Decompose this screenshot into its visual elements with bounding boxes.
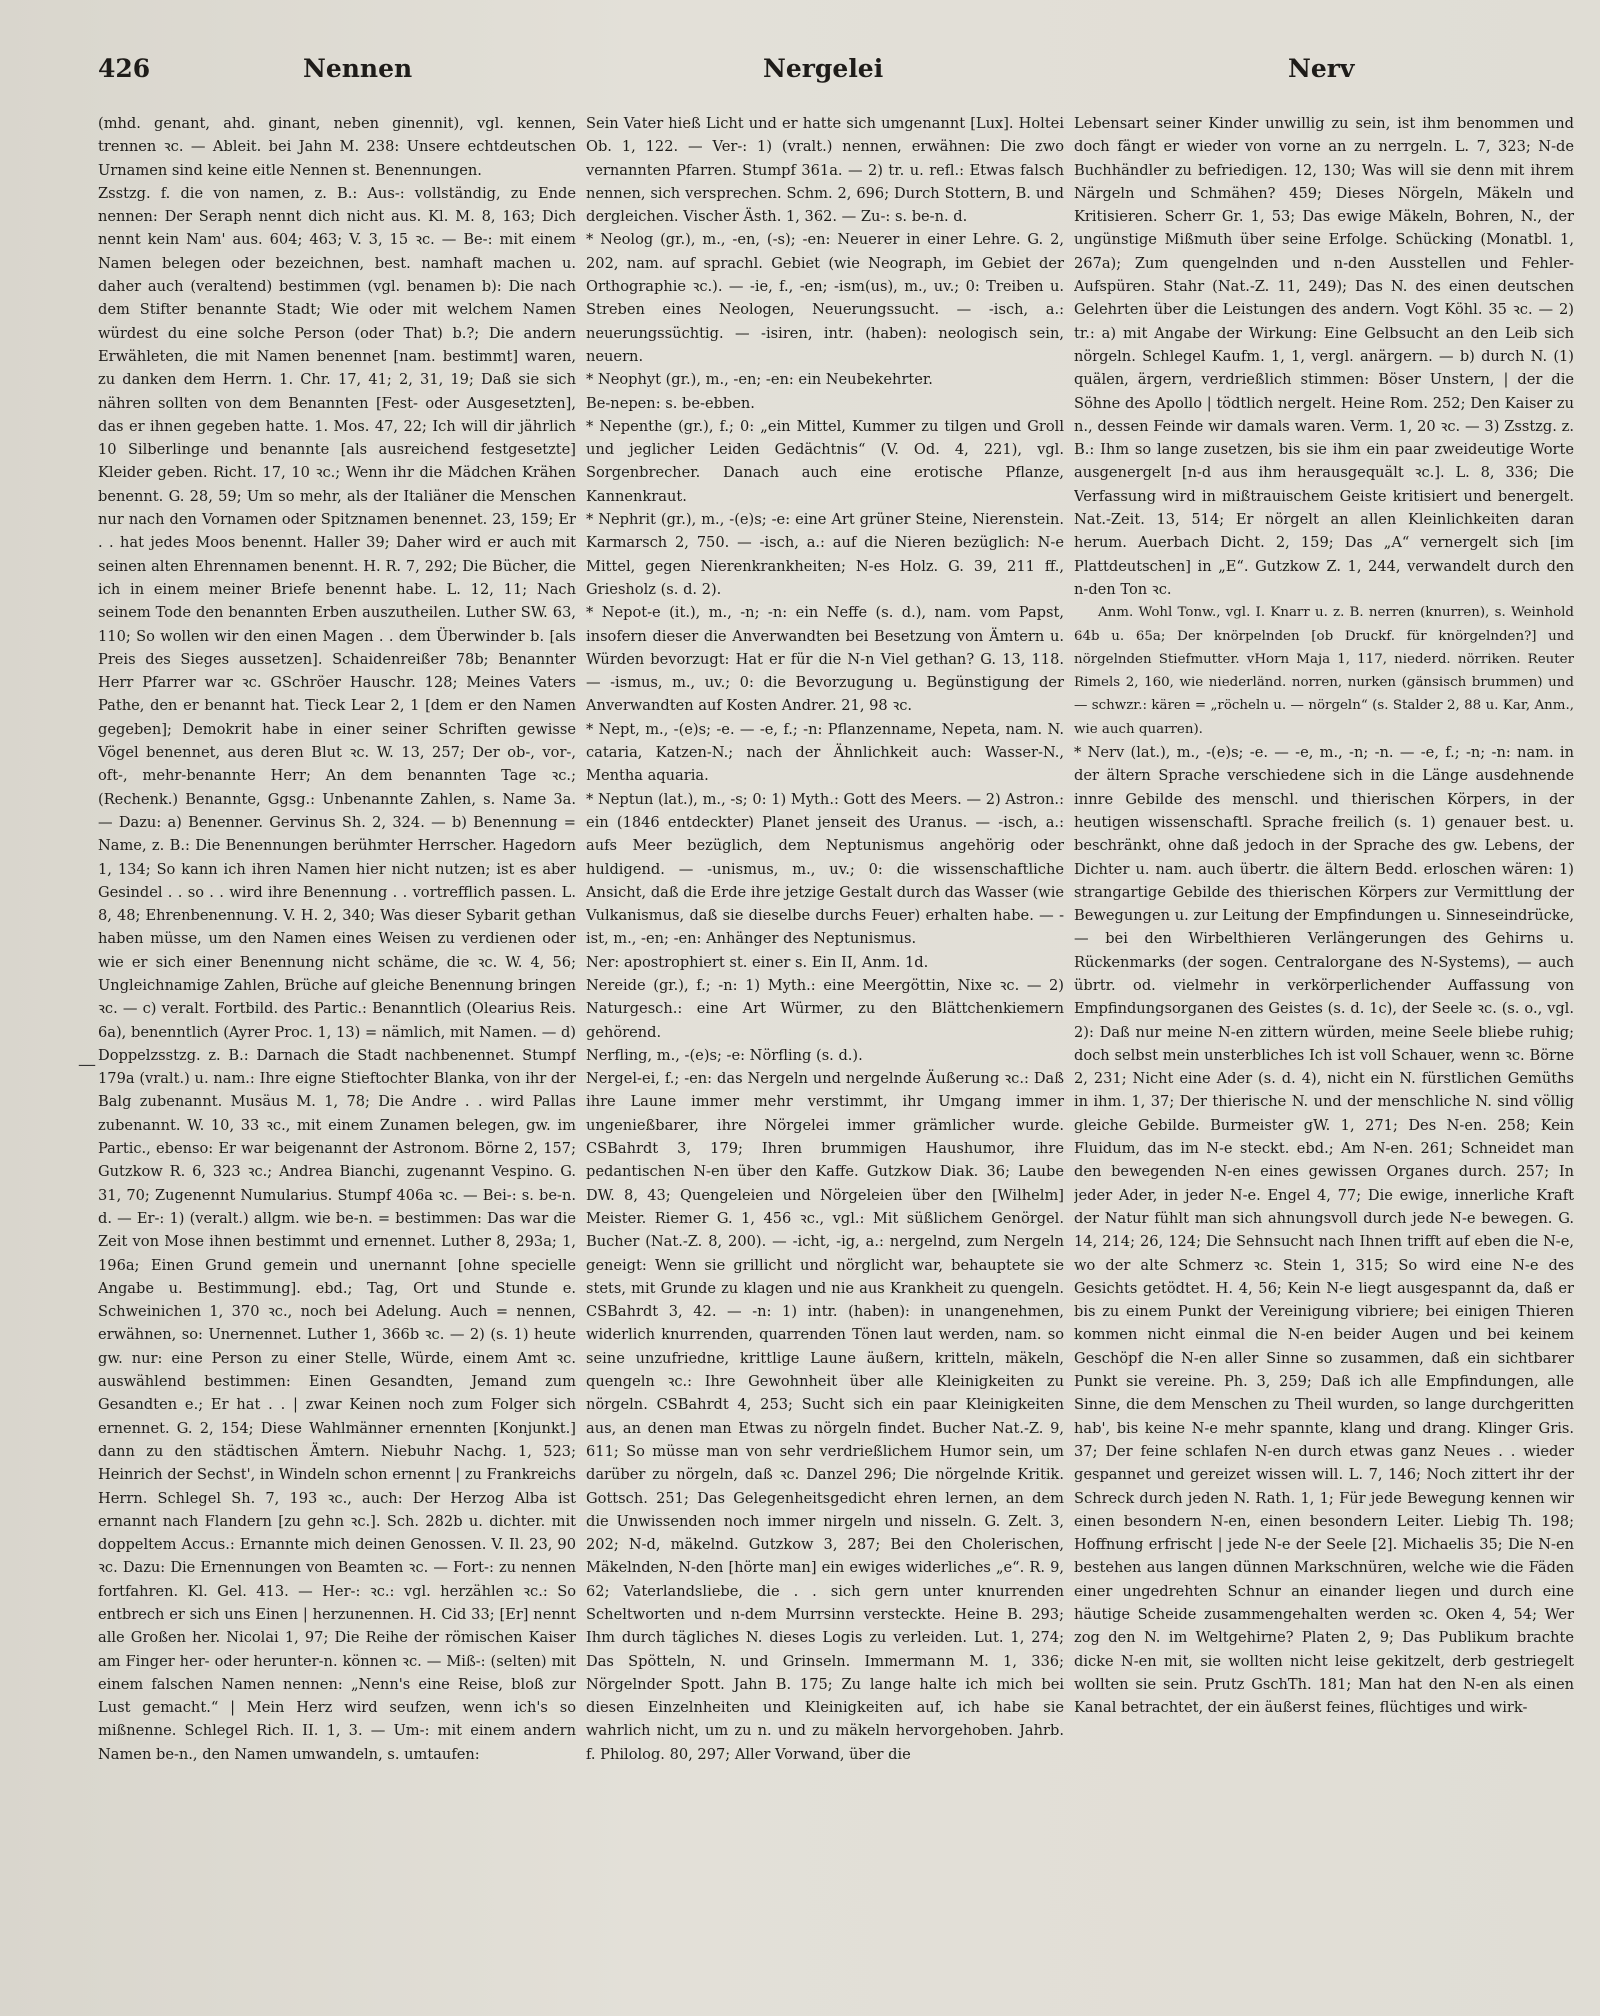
entry-nereide: Nereide (gr.), f.; -n: 1) Myth.: eine Meergöttin, Nixe ꝛc. — 2) Naturgesch.: eine Art Würmer, zu den Blättchenkiemern gehörend.	[586, 976, 1064, 1041]
entry-neophyt: * Neophyt (gr.), m., -en; -en: ein Neubekehrter.	[586, 371, 933, 389]
header-right-word: Nerv	[1288, 54, 1355, 83]
column-2-paragraph: Sein Vater hieß Licht und er hatte sich umgenannt [Lux]. Holtei Ob. 1, 122. — Ver-: 1) (vralt.) nennen, erwähnen: Die zwo vernannten Pfarren. Stumpf 361a. — 2) tr. u. refl.: Etwas falsch nennen, sich versprechen. Schm. 2, 696; Durch Stottern, B. und dergleichen. Vischer Ästh. 1, 362. — Zu-: s. be-n. d.	[586, 115, 1064, 226]
column-3	[1074, 112, 1574, 2002]
entry-nepote: * Nepot-e (it.), m., -n; -n: ein Neffe (s. d.), nam. vom Papst, insofern dieser die Anverwandten bei Besetzung von Ämtern u. Würden bevorzugt: Hat er für die N-n Viel gethan? G. 13, 118. — -ismus, m., uv.; 0: die Bevorzugung u. Begünstigung der Anverwandten auf Kosten Andrer. 21, 98 ꝛc.	[586, 604, 1064, 715]
header-center-word: Nergelei	[763, 54, 884, 83]
entry-nerv: * Nerv (lat.), m., -(e)s; -e. — -e, m., -n; -n. — -e, f.; -n; -n: nam. in der ältern Sprache verschiedene sich in die Länge ausdehnende innre Gebilde des menschl. und thierischen Körpers, in der heutigen wissenschaftl. Sprache freilich (s. 1) genauer best. u. beschränkt, ohne daß jedoch in der Sprache des gw. Lebens, der Dichter u. nam. auch übertr. die ältern Bedd. erloschen wären: 1) strangartige Gebilde des thierischen Körpers zur Vermittlung der Bewegungen u. zur Leitung der Empfindungen u. Sinneseindrücke, — bei den Wirbelthieren Verlängerungen des Gehirns u. Rückenmarks (der sogen. Centralorgane des N-Systems), — auch übrtr. od. vielmehr in verkörperlichender Auffassung von Empfindungsorganen des Geistes (s. d. 1c), der Seele ꝛc. (s. o., vgl. 2): Daß nur meine N-en zittern würden, meine Seele bliebe ruhig; doch selbst mein unsterbliches Ich ist voll Schauer, wenn ꝛc. Börne 2, 231; Nicht eine Ader (s. d. 4), nicht ein N. fürstlichen Gemüths in ihm. 1, 37; Der thierische N. und der menschliche N. sind völlig gleiche Gebilde. Burmeister gW. 1, 271; Des N-en. 258; Kein Fluidum, das im N-e steckt. ebd.; Am N-en. 261; Schneidet man den bewegenden N-en eines gewissen Organes durch. 257; In jeder Ader, in jeder N-e. Engel 4, 77; Die ewige, innerliche Kraft der Natur fühlt man sich ahnungsvoll durch jede N-e bewegen. G. 14, 214; 26, 124; Die Sehnsucht nach Ihnen trifft auf eben die N-e, wo der alte Schmerz ꝛc. Stein 1, 315; So wird eine N-e des Gesichts getödtet. H. 4, 56; Kein N-e liegt ausgespannt da, daß er bis zu einem Punkt der Vereinigung vibriere; bei einigen Thieren kommen nicht einmal die N-en beider Augen und bei keinem Geschöpf die N-en aller Sinne so zusammen, daß ein sichtbarer Punkt sie vereine. Ph. 3, 259; Daß ich alle Empfindungen, alle Sinne, die dem Menschen zu Theil wurden, so lange durchgeritten hab', bis keine N-e mehr spannte, klang und drang. Klinger Gris. 37; Der feine schlafen N-en durch etwas ganz Neues . . wieder gespannet und gereizet wissen will. L. 7, 146; Noch zittert ihr der Schreck durch jeden N. Rath. 1, 1; Für jede Bewegung kennen wir einen besondern N-en, einen besondern Leiter. Liebig Th. 198; Hoffnung erfrischt | jede N-e der Seele [2]. Michaelis 35; Die N-en bestehen aus langen dünnen Markschnüren, welche wie die Fäden einer ungedrehten Schnur an einander liegen und durch eine häutige Scheide zusammengehalten werden ꝛc. Oken 4, 54; Wer zog den N. im Weltgehirne? Platen 2, 9; Das Publikum brachte dicke N-en mit, sie wollten nicht leise gekitzelt, derb gestriegelt wollten sie sein. Prutz GschTh. 181; Man hat den N-en als einen Kanal betrachtet, der ein äußerst feines, flüchtiges und wirk-	[1074, 744, 1574, 1717]
column-1-paragraph: (mhd. genant, ahd. ginant, neben ginennit), vgl. kennen, trennen ꝛc. — Ableit. bei Jahn M. 238: Unsere echtdeutschen Urnamen sind keine eitle Nennen st. Benennungen.	[98, 115, 576, 179]
entry-neolog: * Neolog (gr.), m., -en, (-s); -en: Neuerer in einer Lehre. G. 2, 202, nam. auf sprachl. Gebiet (wie Neograph, im Gebiet der Orthographie ꝛc.). — -ie, f., -en; -ism(us), m., uv.; 0: Treiben u. Streben eines Neologen, Neuerungssucht. — -isch, a.: neuerungssüchtig. — -isiren, intr. (haben): neologisch sein, neuern.	[586, 231, 1064, 365]
page-number: 426	[98, 54, 151, 83]
column-2	[586, 112, 1064, 2002]
page-header	[98, 54, 1570, 94]
entry-nergelei: Nergel-ei, f.; -en: das Nergeln und nergelnde Äußerung ꝛc.: Daß ihre Laune immer mehr verstimmt, ihr Umgang immer ungenießbarer, ihre Nörgelei immer grämlicher wurde. CSBahrdt 3, 179; Ihren brummigen Haushumor, ihre pedantischen N-en über den Kaffe. Gutzkow Diak. 36; Laube DW. 8, 43; Quengeleien und Nörgeleien über den [Wilhelm] Meister. Riemer G. 1, 456 ꝛc., vgl.: Mit süßlichem Genörgel. Bucher (Nat.-Z. 8, 200). — -icht, -ig, a.: nergelnd, zum Nergeln geneigt: Wenn sie grillicht und nörglicht war, behauptete sie stets, mit Grunde zu klagen und nie aus Krankheit zu quengeln. CSBahrdt 3, 42. — -n: 1) intr. (haben): in unangenehmen, widerlich knurrenden, quarrenden Tönen laut werden, nam. so seine unzufriedne, krittlige Laune äußern, kritteln, mäkeln, quengeln ꝛc.: Ihre Gewohnheit über alle Kleinigkeiten zu nörgeln. CSBahrdt 4, 253; Sucht sich ein paar Kleinigkeiten aus, an denen man Etwas zu nörgeln findet. Bucher Nat.-Z. 9, 611; So müsse man von sehr verdrießlichem Humor sein, um darüber zu nörgeln, daß ꝛc. Danzel 296; Die nörgelnde Kritik. Gottsch. 251; Das Gelegenheitsgedicht ehren lernen, an dem die Unwissenden noch immer nirgeln und nisseln. G. Zelt. 3, 202; N-d, mäkelnd. Gutzkow 3, 287; Bei den Cholerischen, Mäkelnden, N-den [hörte man] ein ewiges widerliches „e“. R. 9, 62; Vaterlandsliebe, die . . sich gern unter knurrenden Scheltworten und n-dem Murrsinn versteckte. Heine B. 293; Ihm durch tägliches N. dieses Logis zu verleiden. Lut. 1, 274; Das Spötteln, N. und Grinseln. Immermann M. 1, 336; Nörgelnder Spott. Jahn B. 175; Zu lange halte ich mich bei diesen Einzelnheiten und Kleinigkeiten auf, ich habe sie wahrlich nicht, um zu n. und zu mäkeln hervorgehoben. Jahrb. f. Philolog. 80, 297; Aller Vorwand, über die	[586, 1070, 1064, 1763]
entry-be-nepen: Be-nepen: s. be-ebben.	[586, 394, 755, 412]
column-1-paragraph: Zsstzg. f. die von namen, z. B.: Aus-: vollständig, zu Ende nennen: Der Seraph nennt dich nicht aus. Kl. M. 8, 163; Dich nennt kein Nam' aus. 604; 463; V. 3, 15 ꝛc. — Be-: mit einem Namen belegen oder bezeichnen, best. namhaft machen u. daher auch (veraltend) bestimmen (vgl. benamen b): Die nach dem Stifter benannte Stadt; Wie oder mit welchem Namen würdest du eine solche Person (oder That) b.?; Die andern Erwähleten, die mit Namen benennet [nam. bestimmt] waren, zu danken dem Herrn. 1. Chr. 17, 41; 2, 31, 19; Daß sie sich nähren sollten von dem Benannten [Fest- oder Ausgesetzten], das er ihnen gegeben hatte. 1. Mos. 47, 22; Ich will dir jährlich 10 Silberlinge und benannte [als ausreichend festgesetzte] Kleider geben. Richt. 17, 10 ꝛc.; Wenn ihr die Mädchen Krähen benennt. G. 28, 59; Um so mehr, als der Italiäner die Menschen nur nach den Vornamen oder Spitznamen benennet. 23, 159; Er . . hat jedes Moos benennt. Haller 39; Daher wird er auch mit seinen alten Ehrennamen benennt. H. R. 7, 292; Die Bücher, die ich in einem meiner Briefe benennt habe. L. 12, 11; Nach seinem Tode den benannten Erben auszutheilen. Luther SW. 63, 110; So wollen wir den einen Magen . . dem Überwinder b. [als Preis des Sieges aussetzen]. Schaidenreißer 78b; Benannter Herr Pfarrer war ꝛc. GSchröer Hauschr. 128; Meines Vaters Pathe, den er benannt hat. Tieck Lear 2, 1 [dem er den Namen gegeben]; Demokrit habe in einer seiner Schriften gewisse Vögel benennet, aus deren Blut ꝛc. W. 13, 257; Der ob-, vor-, oft-, mehr-benannte Herr; An dem benannten Tage ꝛc.; (Rechenk.) Benannte, Ggsg.: Unbenannte Zahlen, s. Name 3a. — Dazu: a) Benenner. Gervinus Sh. 2, 324. — b) Benennung = Name, z. B.: Die Benennungen berühmter Herrscher. Hagedorn 1, 134; So kann ich ihren Namen hier nicht nutzen; ist es aber Gesindel . . so . . wird ihre Benennung . . vortrefflich passen. L. 8, 48; Ehrenbenennung. V. H. 2, 340; Was dieser Sybarit gethan haben müsse, um den Namen eines Weisen zu verdienen oder wie er sich einer Benennung nicht schäme, die ꝛc. W. 4, 56; Ungleichnamige Zahlen, Brüche auf gleiche Benennung bringen ꝛc. — c) veralt. Fortbild. des Partic.: Benanntlich (Olearius Reis. 6a), benenntlich (Ayrer Proc. 1, 13) = nämlich, mit Namen. — d) Doppelzsstzg. z. B.: Darnach die Stadt nachbenennet. Stumpf 179a (vralt.) u. nam.: Ihre eigne Stieftochter Blanka, von ihr der Balg zubenannt. Musäus M. 1, 78; Die Andre . . wird Pallas zubenannt. W. 10, 33 ꝛc., mit einem Zunamen belegen, gw. im Partic., ebenso: Er war beigenannt der Astronom. Börne 2, 157; Gutzkow R. 6, 323 ꝛc.; Andrea Bianchi, zugenannt Vespino. G. 31, 70; Zugenennt Numularius. Stumpf 406a ꝛc. — Bei-: s. be-n. d. — Er-: 1) (veralt.) allgm. wie be-n. = bestimmen: Das war die Zeit von Mose ihnen bestimmt und ernennet. Luther 8, 293a; 1, 196a; Einen Grund gemein und unernannt [ohne specielle Angabe u. Bestimmung]. ebd.; Tag, Ort und Stunde e. Schweinichen 1, 370 ꝛc., noch bei Adelung. Auch = nennen, erwähnen, so: Unernennet. Luther 1, 366b ꝛc. — 2) (s. 1) heute gw. nur: eine Person zu einer Stelle, Würde, einem Amt ꝛc. auswählend bestimmen: Einen Gesandten, Jemand zum Gesandten e.; Er hat . . | zwar Keinen noch zum Folger sich ernennet. G. 2, 154; Diese Wahlmänner ernennten [Konjunkt.] dann zu den städtischen Ämtern. Niebuhr Nachg. 1, 523; Heinrich der Sechst', in Windeln schon ernennt | zu Frankreichs Herrn. Schlegel Sh. 7, 193 ꝛc., auch: Der Herzog Alba ist ernannt nach Flandern [zu gehn ꝛc.]. Sch. 282b u. dichter. mit doppeltem Accus.: Ernannte mich deinen Genossen. V. Il. 23, 90 ꝛc. Dazu: Die Ernennungen von Beamten ꝛc. — Fort-: zu nennen fortfahren. Kl. Gel. 413. — Her-: ꝛc.: vgl. herzählen ꝛc.: So entbrech er sich uns Einen | herzunennen. H. Cid 33; [Er] nennt alle Großen her. Nicolai 1, 97; Die Reihe der römischen Kaiser am Finger her- oder herunter-n. können ꝛc. — Miß-: (selten) mit einem falschen Namen nennen: „Nenn's eine Reise, bloß zur Lust gemacht.“ | Mein Herz wird seufzen, wenn ich's so mißnenne. Schlegel Rich. II. 1, 3. — Um-: mit einem andern Namen be-n., den Namen umwandeln, s. umtaufen:	[98, 184, 576, 1763]
entry-nepenthe: * Nepenthe (gr.), f.; 0: „ein Mittel, Kummer zu tilgen und Groll und jeglicher Leiden Gedächtnis“ (V. Od. 4, 221), vgl. Sorgenbrecher. Danach auch eine erotische Pflanze, Kannenkraut.	[586, 417, 1064, 505]
annotation-note: Anm. Wohl Tonw., vgl. I. Knarr u. z. B. nerren (knurren), s. Weinhold 64b u. 65a; Der knörpelnden [ob Druckf. für knörgelnden?] und nörgelnden Stiefmutter. vHorn Maja 1, 117, niederd. nörriken. Reuter Rimels 2, 160, wie niederländ. norren, nurken (gänsisch brummen) und — schwzr.: kären = „röcheln u. — nörgeln“ (s. Stalder 2, 88 u. Kar, Anm., wie auch quarren).	[1074, 605, 1574, 737]
column-3-paragraph: Lebensart seiner Kinder unwillig zu sein, ist ihm benommen und doch fängt er wieder von vorne an zu nerrgeln. L. 7, 323; N-de Buchhändler zu befriedigen. 12, 130; Was will sie denn mit ihrem Närgeln und Schmähen? 459; Dieses Nörgeln, Mäkeln und Kritisieren. Scherr Gr. 1, 53; Das ewige Mäkeln, Bohren, N., der ungünstige Mißmuth über seine Erfolge. Schücking (Monatbl. 1, 267a); Zum quengelnden und n-den Ausstellen und Fehler-Aufspüren. Stahr (Nat.-Z. 11, 249); Das N. des einen deutschen Gelehrten über die Leistungen des andern. Vogt Köhl. 35 ꝛc. — 2) tr.: a) mit Angabe der Wirkung: Eine Gelbsucht an den Leib sich nörgeln. Schlegel Kaufm. 1, 1, vergl. anärgern. — b) durch N. (1) quälen, ärgern, verdrießlich stimmen: Böser Unstern, | der die Söhne des Apollo | tödtlich nergelt. Heine Rom. 252; Den Kaiser zu n., dessen Feinde wir damals waren. Verm. 1, 20 ꝛc. — 3) Zsstzg. z. B.: Ihm so lange zusetzen, bis sie ihm ein paar zweideutige Worte ausgenergelt [n-d aus ihm herausgequält ꝛc.]. L. 8, 336; Die Verfassung wird in mißtrauischem Geiste kritisiert und benergelt. Nat.-Zeit. 13, 514; Er nörgelt an allen Kleinlichkeiten daran herum. Auerbach Dicht. 2, 159; Das „A“ vernergelt sich [im Plattdeutschen] in „E“. Gutzkow Z. 1, 244, verwandelt durch den n-den Ton ꝛc.	[1074, 115, 1574, 598]
margin-mark: —	[78, 1054, 96, 1075]
entry-neptun: * Neptun (lat.), m., -s; 0: 1) Myth.: Gott des Meers. — 2) Astron.: ein (1846 entdeckter) Planet jenseit des Uranus. — -isch, a.: aufs Meer bezüglich, dem Neptunismus angehörig oder huldigend. — -unismus, m., uv.; 0: die wissenschaftliche Ansicht, daß die Erde ihre jetzige Gestalt durch das Wasser (wie Vulkanismus, daß sie dieselbe durchs Feuer) erhalten habe. — -ist, m., -en; -en: Anhänger des Neptunismus.	[586, 790, 1064, 948]
entry-nept: * Nept, m., -(e)s; -e. — -e, f.; -n: Pflanzenname, Nepeta, nam. N. cataria, Katzen-N.; nach der Ähnlichkeit auch: Wasser-N., Mentha aquaria.	[586, 720, 1064, 785]
entry-nephrit: * Nephrit (gr.), m., -(e)s; -e: eine Art grüner Steine, Nierenstein. Karmarsch 2, 750. — -isch, a.: auf die Nieren bezüglich: N-e Mittel, gegen Nierenkrankheiten; N-es Holz. G. 39, 211 ff., Griesholz (s. d. 2).	[586, 511, 1064, 598]
column-1	[98, 112, 576, 2002]
entry-nerfling: Nerfling, m., -(e)s; -e: Nörfling (s. d.).	[586, 1046, 863, 1064]
entry-ner: Ner: apostrophiert st. einer s. Ein II, Anm. 1d.	[586, 953, 929, 971]
header-left-word: Nennen	[303, 54, 413, 83]
